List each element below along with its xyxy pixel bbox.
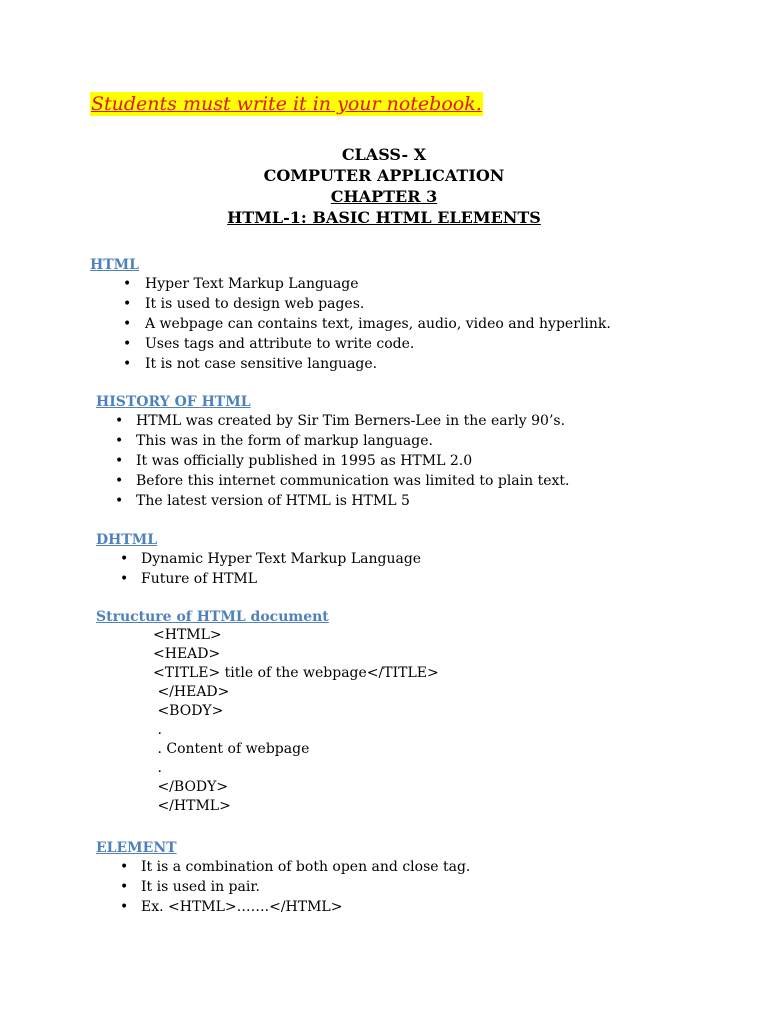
code-line: . <box>153 722 162 738</box>
title-block <box>0 144 768 228</box>
list-item: • It is used in pair. <box>120 877 470 897</box>
list-item: • HTML was created by Sir Tim Berners-Lee in the early 90’s. <box>115 411 569 431</box>
list-item: • It is not case sensitive language. <box>123 354 611 374</box>
section-heading-history: HISTORY OF HTML <box>96 394 251 410</box>
code-line: <HTML> <box>153 627 222 643</box>
section-heading-html: HTML <box>90 257 139 273</box>
code-line: . <box>153 760 162 776</box>
code-line: <HEAD> <box>153 646 221 662</box>
subject-title: COMPUTER APPLICATION <box>263 166 505 185</box>
dhtml-list <box>120 549 421 589</box>
section-heading-structure: Structure of HTML document <box>96 609 329 625</box>
list-item: • Dynamic Hyper Text Markup Language <box>120 549 421 569</box>
chapter-title: CHAPTER 3 <box>330 187 438 206</box>
code-line: <TITLE> title of the webpage</TITLE> <box>153 665 439 681</box>
code-line: <BODY> <box>153 703 224 719</box>
code-line: . Content of webpage <box>153 741 310 757</box>
list-item: • Ex. <HTML>…….</HTML> <box>120 897 470 917</box>
section-heading-element: ELEMENT <box>96 840 177 856</box>
list-item: • Hyper Text Markup Language <box>123 274 611 294</box>
list-item: • A webpage can contains text, images, audio, video and hyperlink. <box>123 314 611 334</box>
list-item: • It is a combination of both open and close tag. <box>120 857 470 877</box>
code-line: </BODY> <box>153 779 229 795</box>
list-item: • The latest version of HTML is HTML 5 <box>115 491 569 511</box>
section-heading-dhtml: DHTML <box>96 532 158 548</box>
code-line: </HEAD> <box>153 684 230 700</box>
chapter-name: HTML-1: BASIC HTML ELEMENTS <box>227 208 541 227</box>
history-list <box>115 411 569 511</box>
list-item: • It is used to design web pages. <box>123 294 611 314</box>
list-item: • It was officially published in 1995 as HTML 2.0 <box>115 451 569 471</box>
class-title: CLASS- X <box>341 145 427 164</box>
code-line: </HTML> <box>153 798 231 814</box>
list-item: • This was in the form of markup language. <box>115 431 569 451</box>
list-item: • Before this internet communication was limited to plain text. <box>115 471 569 491</box>
notebook-notice: Students must write it in your notebook. <box>91 93 482 115</box>
html-structure-code <box>153 626 439 816</box>
html-list <box>123 274 611 374</box>
list-item: • Future of HTML <box>120 569 421 589</box>
element-list <box>120 857 470 917</box>
list-item: • Uses tags and attribute to write code. <box>123 334 611 354</box>
